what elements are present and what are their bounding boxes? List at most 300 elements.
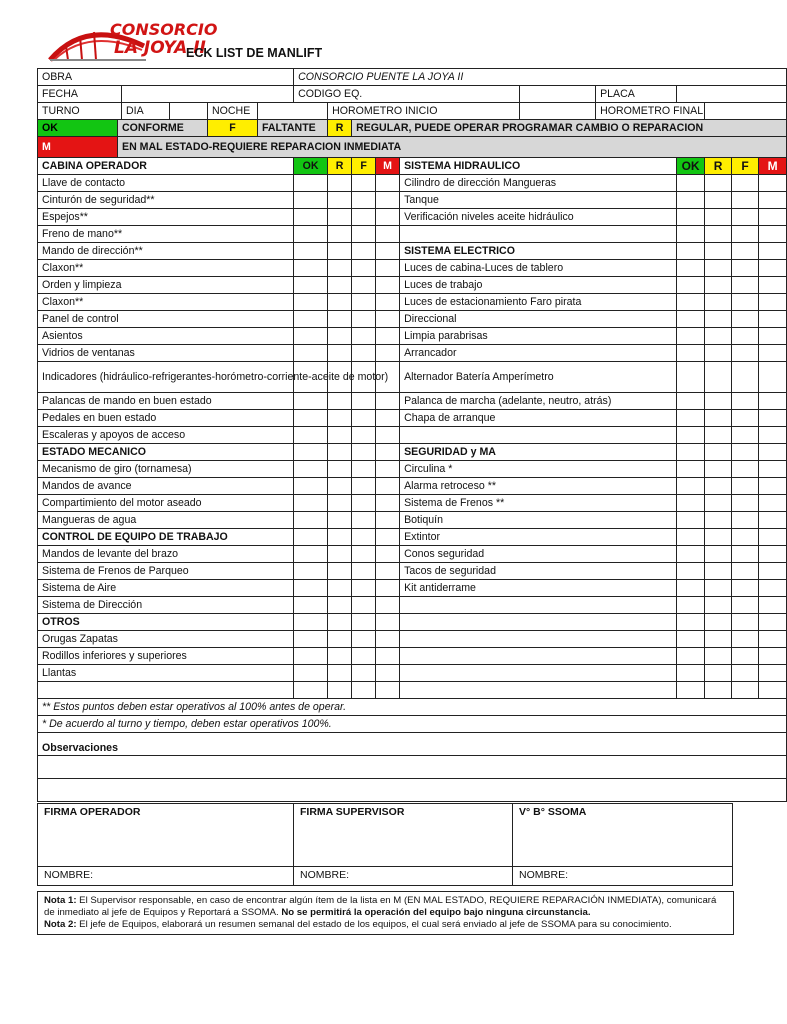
check-item-right: Chapa de arranque [400, 410, 677, 427]
fecha-field[interactable] [122, 86, 294, 103]
check-cell-left-ok[interactable] [294, 427, 328, 444]
dia-label: DIA [122, 103, 170, 120]
check-cell-left-f[interactable] [352, 243, 376, 260]
check-cell-right-ok[interactable] [677, 529, 705, 546]
check-cell-right-r[interactable] [705, 478, 732, 495]
check-cell-left-m[interactable] [376, 563, 400, 580]
check-cell-right-f[interactable] [732, 328, 759, 345]
check-cell-left-r[interactable] [328, 226, 352, 243]
check-cell-left-ok[interactable] [294, 614, 328, 631]
check-cell-left-f[interactable] [352, 478, 376, 495]
check-cell-right-m[interactable] [759, 175, 787, 192]
check-cell-right-m[interactable] [759, 410, 787, 427]
table-row [38, 243, 787, 260]
check-cell-right-m[interactable] [759, 682, 787, 699]
check-cell-right-ok[interactable] [677, 277, 705, 294]
check-cell-right-m[interactable] [759, 362, 787, 393]
check-cell-left-f[interactable] [352, 529, 376, 546]
check-cell-right-r[interactable] [705, 665, 732, 682]
check-cell-left-ok[interactable] [294, 328, 328, 345]
nota-1 [44, 895, 727, 919]
check-cell-right-r[interactable] [705, 260, 732, 277]
check-cell-left-m[interactable] [376, 665, 400, 682]
check-cell-right-m[interactable] [759, 495, 787, 512]
check-item-right: Alternador Batería Amperímetro [400, 362, 677, 393]
check-cell-right-ok[interactable] [677, 175, 705, 192]
check-cell-left-f[interactable] [352, 209, 376, 226]
check-cell-right-ok[interactable] [677, 478, 705, 495]
table-row [38, 597, 787, 614]
table-row [38, 345, 787, 362]
col-f-right: F [732, 158, 759, 175]
check-cell-right-f[interactable] [732, 580, 759, 597]
check-cell-right-ok[interactable] [677, 362, 705, 393]
check-cell-right-ok[interactable] [677, 393, 705, 410]
right-section-header: SISTEMA HIDRAULICO [400, 158, 677, 175]
check-item-right: Alarma retroceso ** [400, 478, 677, 495]
check-cell-left-ok[interactable] [294, 226, 328, 243]
check-cell-right-m[interactable] [759, 311, 787, 328]
check-cell-right-ok[interactable] [677, 209, 705, 226]
check-item-right [400, 682, 677, 699]
check-cell-right-m[interactable] [759, 345, 787, 362]
check-item-right: Luces de estacionamiento Faro pirata [400, 294, 677, 311]
check-cell-right-r[interactable] [705, 614, 732, 631]
check-cell-right-m[interactable] [759, 665, 787, 682]
check-cell-right-r[interactable] [705, 328, 732, 345]
check-cell-left-r[interactable] [328, 427, 352, 444]
table-row [38, 444, 787, 461]
check-cell-right-ok[interactable] [677, 563, 705, 580]
check-item-right: Kit antiderrame [400, 580, 677, 597]
check-cell-right-f[interactable] [732, 345, 759, 362]
placa-field[interactable] [677, 86, 787, 103]
check-cell-left-r[interactable] [328, 614, 352, 631]
check-cell-left-f[interactable] [352, 597, 376, 614]
noche-checkbox[interactable] [258, 103, 328, 120]
legend-r-code: R [328, 120, 352, 137]
check-item-left [38, 682, 294, 699]
check-cell-left-m[interactable] [376, 512, 400, 529]
check-cell-left-ok[interactable] [294, 665, 328, 682]
check-cell-left-ok[interactable] [294, 243, 328, 260]
check-cell-left-m[interactable] [376, 546, 400, 563]
check-cell-right-f[interactable] [732, 529, 759, 546]
check-cell-left-m[interactable] [376, 328, 400, 345]
check-item-left: Cinturón de seguridad** [38, 192, 294, 209]
horometro-inicio-field[interactable] [520, 103, 596, 120]
check-cell-right-r[interactable] [705, 444, 732, 461]
check-cell-left-r[interactable] [328, 648, 352, 665]
legend-f-code: F [208, 120, 258, 137]
check-cell-right-m[interactable] [759, 631, 787, 648]
check-cell-left-f[interactable] [352, 512, 376, 529]
check-cell-left-r[interactable] [328, 175, 352, 192]
check-cell-right-f[interactable] [732, 478, 759, 495]
check-cell-left-ok[interactable] [294, 260, 328, 277]
check-cell-left-r[interactable] [328, 546, 352, 563]
check-cell-left-ok[interactable] [294, 311, 328, 328]
check-cell-left-m[interactable] [376, 175, 400, 192]
check-cell-right-ok[interactable] [677, 444, 705, 461]
check-cell-left-f[interactable] [352, 631, 376, 648]
check-cell-left-f[interactable] [352, 260, 376, 277]
check-item-left: Palancas de mando en buen estado [38, 393, 294, 410]
check-cell-left-m[interactable] [376, 226, 400, 243]
check-cell-right-f[interactable] [732, 495, 759, 512]
check-cell-left-m[interactable] [376, 345, 400, 362]
observaciones-line-1[interactable] [38, 756, 787, 779]
check-cell-right-ok[interactable] [677, 682, 705, 699]
check-cell-right-r[interactable] [705, 393, 732, 410]
check-cell-left-f[interactable] [352, 328, 376, 345]
check-cell-right-ok[interactable] [677, 328, 705, 345]
check-cell-right-f[interactable] [732, 427, 759, 444]
table-row [38, 226, 787, 243]
check-cell-right-f[interactable] [732, 461, 759, 478]
check-item-left: Claxon** [38, 294, 294, 311]
check-cell-left-ok[interactable] [294, 546, 328, 563]
check-cell-right-f[interactable] [732, 410, 759, 427]
check-cell-left-f[interactable] [352, 226, 376, 243]
check-cell-right-ok[interactable] [677, 243, 705, 260]
check-cell-right-f[interactable] [732, 682, 759, 699]
check-item-left: Claxon** [38, 260, 294, 277]
check-cell-left-f[interactable] [352, 427, 376, 444]
check-cell-left-r[interactable] [328, 563, 352, 580]
check-cell-left-r[interactable] [328, 478, 352, 495]
check-cell-right-r[interactable] [705, 546, 732, 563]
check-cell-left-m[interactable] [376, 444, 400, 461]
check-cell-right-m[interactable] [759, 580, 787, 597]
check-cell-right-r[interactable] [705, 580, 732, 597]
check-cell-left-f[interactable] [352, 393, 376, 410]
check-cell-left-r[interactable] [328, 410, 352, 427]
check-cell-right-m[interactable] [759, 192, 787, 209]
check-cell-right-r[interactable] [705, 243, 732, 260]
check-cell-right-r[interactable] [705, 495, 732, 512]
check-cell-right-f[interactable] [732, 311, 759, 328]
check-item-right: Tacos de seguridad [400, 563, 677, 580]
check-cell-left-r[interactable] [328, 597, 352, 614]
check-item-right: Direccional [400, 311, 677, 328]
check-cell-right-ok[interactable] [677, 311, 705, 328]
dia-checkbox[interactable] [170, 103, 208, 120]
legend-m-code: M [38, 137, 118, 158]
check-cell-left-ok[interactable] [294, 192, 328, 209]
check-cell-left-ok[interactable] [294, 631, 328, 648]
nombre-supervisor[interactable]: NOMBRE: [294, 867, 513, 886]
check-cell-left-ok[interactable] [294, 512, 328, 529]
check-item-left: Vidrios de ventanas [38, 345, 294, 362]
check-cell-left-m[interactable] [376, 192, 400, 209]
check-cell-left-f[interactable] [352, 277, 376, 294]
check-cell-left-m[interactable] [376, 243, 400, 260]
check-cell-left-m[interactable] [376, 580, 400, 597]
check-cell-left-f[interactable] [352, 648, 376, 665]
check-cell-right-ok[interactable] [677, 294, 705, 311]
check-cell-right-m[interactable] [759, 294, 787, 311]
col-m-right: M [759, 158, 787, 175]
observaciones-label: Observaciones [38, 733, 787, 756]
check-cell-left-f[interactable] [352, 665, 376, 682]
col-m-left: M [376, 158, 400, 175]
check-cell-left-f[interactable] [352, 311, 376, 328]
check-cell-right-f[interactable] [732, 512, 759, 529]
check-cell-right-m[interactable] [759, 546, 787, 563]
check-cell-right-r[interactable] [705, 192, 732, 209]
check-cell-left-f[interactable] [352, 410, 376, 427]
check-cell-left-r[interactable] [328, 345, 352, 362]
check-cell-right-r[interactable] [705, 175, 732, 192]
check-cell-right-m[interactable] [759, 226, 787, 243]
legend-ok-text: CONFORME [118, 120, 208, 137]
check-cell-left-m[interactable] [376, 529, 400, 546]
check-cell-right-r[interactable] [705, 209, 732, 226]
check-cell-left-r[interactable] [328, 393, 352, 410]
check-cell-right-f[interactable] [732, 226, 759, 243]
check-cell-left-m[interactable] [376, 410, 400, 427]
check-item-right: Sistema de Frenos ** [400, 495, 677, 512]
check-cell-left-m[interactable] [376, 597, 400, 614]
check-cell-right-r[interactable] [705, 311, 732, 328]
check-cell-right-r[interactable] [705, 597, 732, 614]
check-item-right: Conos seguridad [400, 546, 677, 563]
nombre-operador[interactable]: NOMBRE: [38, 867, 294, 886]
check-cell-right-ok[interactable] [677, 410, 705, 427]
check-cell-left-m[interactable] [376, 311, 400, 328]
check-cell-left-f[interactable] [352, 682, 376, 699]
check-cell-right-m[interactable] [759, 243, 787, 260]
check-item-left: ESTADO MECANICO [38, 444, 294, 461]
check-cell-left-r[interactable] [328, 495, 352, 512]
check-cell-left-ok[interactable] [294, 277, 328, 294]
check-cell-left-f[interactable] [352, 444, 376, 461]
check-cell-left-f[interactable] [352, 345, 376, 362]
check-cell-right-f[interactable] [732, 209, 759, 226]
nombre-ssoma[interactable]: NOMBRE: [513, 867, 733, 886]
check-cell-right-r[interactable] [705, 294, 732, 311]
check-cell-right-r[interactable] [705, 226, 732, 243]
check-cell-left-f[interactable] [352, 546, 376, 563]
check-cell-left-m[interactable] [376, 648, 400, 665]
check-cell-right-m[interactable] [759, 260, 787, 277]
check-cell-right-f[interactable] [732, 192, 759, 209]
check-cell-right-f[interactable] [732, 597, 759, 614]
checklist-rows [38, 175, 787, 699]
check-cell-left-ok[interactable] [294, 345, 328, 362]
check-cell-right-r[interactable] [705, 410, 732, 427]
check-cell-left-f[interactable] [352, 175, 376, 192]
check-cell-right-ok[interactable] [677, 345, 705, 362]
check-cell-right-ok[interactable] [677, 546, 705, 563]
check-cell-left-r[interactable] [328, 682, 352, 699]
check-cell-left-m[interactable] [376, 478, 400, 495]
check-cell-left-f[interactable] [352, 294, 376, 311]
check-cell-right-ok[interactable] [677, 580, 705, 597]
check-cell-right-f[interactable] [732, 260, 759, 277]
codigo-eq-field[interactable] [520, 86, 596, 103]
check-cell-right-r[interactable] [705, 563, 732, 580]
table-row [38, 427, 787, 444]
check-cell-right-ok[interactable] [677, 226, 705, 243]
check-cell-right-ok[interactable] [677, 665, 705, 682]
check-cell-left-r[interactable] [328, 529, 352, 546]
check-cell-right-f[interactable] [732, 563, 759, 580]
check-cell-left-r[interactable] [328, 277, 352, 294]
check-cell-left-r[interactable] [328, 328, 352, 345]
check-cell-right-r[interactable] [705, 362, 732, 393]
check-cell-right-m[interactable] [759, 393, 787, 410]
check-cell-left-m[interactable] [376, 461, 400, 478]
table-row [38, 529, 787, 546]
check-item-left: Escaleras y apoyos de acceso [38, 427, 294, 444]
observaciones-line-2[interactable] [38, 779, 787, 802]
check-cell-left-r[interactable] [328, 260, 352, 277]
table-row [38, 512, 787, 529]
firma-operador[interactable] [38, 804, 294, 867]
check-cell-right-ok[interactable] [677, 260, 705, 277]
check-cell-right-r[interactable] [705, 682, 732, 699]
check-cell-left-m[interactable] [376, 209, 400, 226]
check-cell-right-ok[interactable] [677, 512, 705, 529]
check-cell-left-f[interactable] [352, 614, 376, 631]
check-cell-left-r[interactable] [328, 311, 352, 328]
check-cell-right-ok[interactable] [677, 614, 705, 631]
horometro-final-field[interactable] [705, 103, 787, 120]
check-cell-left-m[interactable] [376, 495, 400, 512]
fecha-label: FECHA [38, 86, 122, 103]
check-cell-left-ok[interactable] [294, 444, 328, 461]
check-cell-left-r[interactable] [328, 192, 352, 209]
check-item-left: Orugas Zapatas [38, 631, 294, 648]
table-row [38, 682, 787, 699]
check-cell-left-r[interactable] [328, 512, 352, 529]
check-cell-left-r[interactable] [328, 665, 352, 682]
check-cell-left-m[interactable] [376, 614, 400, 631]
check-cell-left-m[interactable] [376, 260, 400, 277]
check-cell-right-m[interactable] [759, 529, 787, 546]
check-cell-left-ok[interactable] [294, 563, 328, 580]
obra-value[interactable]: CONSORCIO PUENTE LA JOYA II [294, 69, 787, 86]
table-row [38, 192, 787, 209]
check-cell-left-m[interactable] [376, 631, 400, 648]
check-cell-right-r[interactable] [705, 277, 732, 294]
check-cell-left-ok[interactable] [294, 597, 328, 614]
check-cell-left-m[interactable] [376, 277, 400, 294]
check-cell-left-r[interactable] [328, 209, 352, 226]
check-cell-left-ok[interactable] [294, 294, 328, 311]
check-cell-right-ok[interactable] [677, 648, 705, 665]
check-cell-left-r[interactable] [328, 631, 352, 648]
check-item-left: Mando de dirección** [38, 243, 294, 260]
check-cell-right-ok[interactable] [677, 461, 705, 478]
check-cell-left-m[interactable] [376, 427, 400, 444]
check-cell-left-f[interactable] [352, 192, 376, 209]
check-cell-left-ok[interactable] [294, 529, 328, 546]
check-cell-right-r[interactable] [705, 529, 732, 546]
check-cell-right-f[interactable] [732, 393, 759, 410]
check-cell-left-f[interactable] [352, 580, 376, 597]
table-row [38, 580, 787, 597]
check-cell-left-m[interactable] [376, 393, 400, 410]
check-cell-left-ok[interactable] [294, 209, 328, 226]
check-cell-right-m[interactable] [759, 277, 787, 294]
check-cell-right-r[interactable] [705, 461, 732, 478]
check-cell-right-f[interactable] [732, 362, 759, 393]
check-cell-right-m[interactable] [759, 328, 787, 345]
check-cell-left-ok[interactable] [294, 393, 328, 410]
check-cell-left-f[interactable] [352, 563, 376, 580]
check-cell-right-f[interactable] [732, 175, 759, 192]
check-cell-left-r[interactable] [328, 444, 352, 461]
check-cell-right-ok[interactable] [677, 192, 705, 209]
check-cell-left-ok[interactable] [294, 648, 328, 665]
check-cell-right-ok[interactable] [677, 495, 705, 512]
check-cell-right-m[interactable] [759, 444, 787, 461]
check-cell-right-ok[interactable] [677, 631, 705, 648]
check-cell-left-ok[interactable] [294, 410, 328, 427]
check-cell-right-f[interactable] [732, 277, 759, 294]
check-cell-right-f[interactable] [732, 648, 759, 665]
table-row [38, 311, 787, 328]
check-cell-right-m[interactable] [759, 648, 787, 665]
check-cell-right-m[interactable] [759, 478, 787, 495]
check-cell-left-r[interactable] [328, 294, 352, 311]
check-cell-right-f[interactable] [732, 665, 759, 682]
check-cell-left-m[interactable] [376, 682, 400, 699]
check-cell-right-f[interactable] [732, 294, 759, 311]
check-cell-left-r[interactable] [328, 461, 352, 478]
check-cell-left-ok[interactable] [294, 461, 328, 478]
nota-1-label: Nota 1: [44, 895, 77, 906]
check-cell-right-r[interactable] [705, 512, 732, 529]
check-cell-right-f[interactable] [732, 546, 759, 563]
check-cell-left-ok[interactable] [294, 478, 328, 495]
check-cell-right-ok[interactable] [677, 427, 705, 444]
firma-supervisor[interactable] [294, 804, 513, 867]
check-cell-right-ok[interactable] [677, 597, 705, 614]
check-cell-right-m[interactable] [759, 597, 787, 614]
check-cell-right-f[interactable] [732, 444, 759, 461]
check-cell-left-m[interactable] [376, 294, 400, 311]
legend-r-text: REGULAR, PUEDE OPERAR PROGRAMAR CAMBIO O REPARACION [352, 120, 787, 137]
vb-ssoma[interactable] [513, 804, 733, 867]
check-cell-right-m[interactable] [759, 512, 787, 529]
check-cell-right-r[interactable] [705, 427, 732, 444]
check-cell-left-r[interactable] [328, 580, 352, 597]
check-cell-right-r[interactable] [705, 648, 732, 665]
check-cell-right-m[interactable] [759, 563, 787, 580]
check-cell-right-m[interactable] [759, 614, 787, 631]
check-cell-right-r[interactable] [705, 631, 732, 648]
check-cell-left-r[interactable] [328, 243, 352, 260]
check-cell-right-f[interactable] [732, 614, 759, 631]
check-cell-left-ok[interactable] [294, 495, 328, 512]
check-cell-left-f[interactable] [352, 495, 376, 512]
check-item-left: Llave de contacto [38, 175, 294, 192]
check-cell-right-f[interactable] [732, 243, 759, 260]
check-cell-right-r[interactable] [705, 345, 732, 362]
check-cell-right-f[interactable] [732, 631, 759, 648]
check-cell-left-ok[interactable] [294, 580, 328, 597]
check-cell-left-f[interactable] [352, 461, 376, 478]
check-cell-left-ok[interactable] [294, 175, 328, 192]
check-cell-left-ok[interactable] [294, 682, 328, 699]
check-cell-right-m[interactable] [759, 461, 787, 478]
check-cell-right-m[interactable] [759, 209, 787, 226]
check-cell-right-m[interactable] [759, 427, 787, 444]
